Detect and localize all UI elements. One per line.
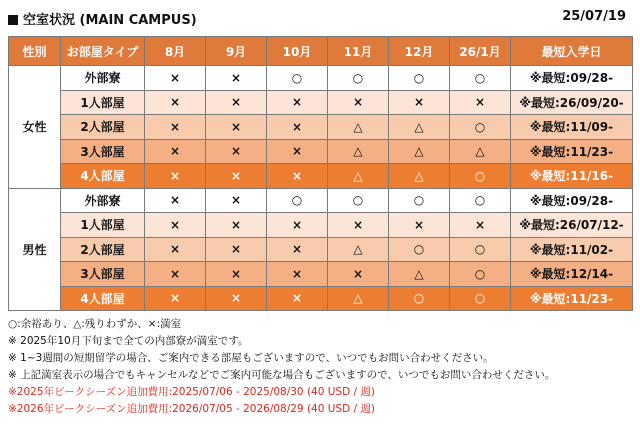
availability-cell: △ xyxy=(328,237,389,262)
earliest-start-cell: ※最短:09/28- xyxy=(511,66,633,91)
room-type-cell: 2人部屋 xyxy=(61,237,145,262)
availability-cell: △ xyxy=(328,115,389,140)
availability-cell: × xyxy=(267,286,328,311)
availability-cell: △ xyxy=(328,139,389,164)
room-type-cell: 3人部屋 xyxy=(61,139,145,164)
table-row xyxy=(9,286,633,311)
earliest-start-cell: ※最短:26/09/20- xyxy=(511,90,633,115)
room-type-cell: 4人部屋 xyxy=(61,286,145,311)
availability-cell: × xyxy=(206,139,267,164)
availability-cell: × xyxy=(206,90,267,115)
table-row xyxy=(9,90,633,115)
update-date: 25/07/19 xyxy=(562,9,626,24)
earliest-start-cell: ※最短:12/14- xyxy=(511,262,633,287)
table-row xyxy=(9,237,633,262)
col-header-month: 10月 xyxy=(267,37,328,66)
availability-cell: ○ xyxy=(450,164,511,189)
table-row xyxy=(9,262,633,287)
room-type-cell: 外部寮 xyxy=(61,66,145,91)
availability-cell: △ xyxy=(389,164,450,189)
availability-cell: × xyxy=(267,115,328,140)
peak-fee-note-2025: ※2025年ピークシーズン追加費用:2025/07/06 - 2025/08/30 (40 USD / 週) xyxy=(8,386,375,398)
availability-cell: ○ xyxy=(389,286,450,311)
col-header-month: 12月 xyxy=(389,37,450,66)
table-row xyxy=(9,66,633,91)
availability-cell: × xyxy=(267,139,328,164)
gender-cell: 男性 xyxy=(9,188,61,311)
availability-cell: ○ xyxy=(450,115,511,140)
availability-cell: × xyxy=(328,262,389,287)
square-bullet-icon xyxy=(8,15,18,25)
room-type-cell: 3人部屋 xyxy=(61,262,145,287)
availability-cell: ○ xyxy=(450,286,511,311)
earliest-start-cell: ※最短:11/09- xyxy=(511,115,633,140)
availability-cell: × xyxy=(389,213,450,238)
availability-cell: × xyxy=(206,115,267,140)
col-header-room-type: お部屋タイプ xyxy=(61,37,145,66)
availability-cell: × xyxy=(145,115,206,140)
table-row xyxy=(9,213,633,238)
table-row xyxy=(9,164,633,189)
room-type-cell: 外部寮 xyxy=(61,188,145,213)
col-header-month: 8月 xyxy=(145,37,206,66)
col-header-earliest-start: 最短入学日 xyxy=(511,37,633,66)
earliest-start-cell: ※最短:11/16- xyxy=(511,164,633,189)
header-bar xyxy=(8,9,632,27)
earliest-start-cell: ※最短:26/07/12- xyxy=(511,213,633,238)
availability-cell: ○ xyxy=(450,237,511,262)
availability-cell: × xyxy=(328,213,389,238)
table-row xyxy=(9,188,633,213)
peak-fee-note-2026: ※2026年ピークシーズン追加費用:2026/07/05 - 2026/08/29 (40 USD / 週) xyxy=(8,403,375,415)
availability-cell: × xyxy=(145,139,206,164)
availability-cell: × xyxy=(145,66,206,91)
availability-cell: × xyxy=(206,286,267,311)
availability-cell: △ xyxy=(328,286,389,311)
note-line: ※ 1~3週間の短期留学の場合、ご案内できる部屋もございますので、いつでもお問い合わせください。 xyxy=(8,352,494,364)
availability-cell: ○ xyxy=(389,188,450,213)
legend-note: ○:余裕あり、△:残りわずか、×:満室 xyxy=(8,318,182,330)
availability-cell: × xyxy=(206,164,267,189)
col-header-month: 26/1月 xyxy=(450,37,511,66)
page-title xyxy=(8,9,197,28)
availability-cell: ○ xyxy=(389,66,450,91)
availability-cell: × xyxy=(267,213,328,238)
availability-cell: △ xyxy=(450,139,511,164)
availability-cell: △ xyxy=(389,115,450,140)
availability-cell: × xyxy=(267,262,328,287)
availability-cell: ○ xyxy=(328,188,389,213)
availability-cell: × xyxy=(145,164,206,189)
earliest-start-cell: ※最短:11/23- xyxy=(511,139,633,164)
gender-cell: 女性 xyxy=(9,66,61,189)
availability-cell: × xyxy=(450,90,511,115)
room-type-cell: 2人部屋 xyxy=(61,115,145,140)
availability-cell: △ xyxy=(389,262,450,287)
availability-table xyxy=(8,36,633,311)
table-row xyxy=(9,115,633,140)
note-line: ※ 2025年10月下旬まで全ての内部寮が満室です。 xyxy=(8,335,249,347)
notes-section xyxy=(8,316,632,418)
availability-cell: × xyxy=(145,213,206,238)
availability-cell: × xyxy=(145,188,206,213)
table-row xyxy=(9,139,633,164)
availability-cell: × xyxy=(328,90,389,115)
earliest-start-cell: ※最短:09/28- xyxy=(511,188,633,213)
availability-cell: × xyxy=(145,262,206,287)
col-header-month: 9月 xyxy=(206,37,267,66)
availability-cell: × xyxy=(206,188,267,213)
col-header-month: 11月 xyxy=(328,37,389,66)
availability-cell: × xyxy=(145,90,206,115)
availability-cell: × xyxy=(267,90,328,115)
earliest-start-cell: ※最短:11/23- xyxy=(511,286,633,311)
availability-cell: × xyxy=(145,237,206,262)
availability-cell: ○ xyxy=(450,66,511,91)
page-title-text: 空室状況 (MAIN CAMPUS) xyxy=(23,13,197,28)
table-header-row xyxy=(9,37,633,66)
availability-cell: × xyxy=(450,213,511,238)
availability-cell: ○ xyxy=(450,262,511,287)
availability-cell: × xyxy=(206,66,267,91)
earliest-start-cell: ※最短:11/02- xyxy=(511,237,633,262)
availability-cell: × xyxy=(206,237,267,262)
availability-cell: × xyxy=(145,286,206,311)
room-type-cell: 4人部屋 xyxy=(61,164,145,189)
availability-cell: ○ xyxy=(328,66,389,91)
availability-cell: ○ xyxy=(267,66,328,91)
availability-cell: × xyxy=(389,90,450,115)
availability-cell: × xyxy=(267,164,328,189)
room-type-cell: 1人部屋 xyxy=(61,213,145,238)
availability-cell: ○ xyxy=(267,188,328,213)
availability-cell: △ xyxy=(328,164,389,189)
col-header-gender: 性別 xyxy=(9,37,61,66)
availability-cell: △ xyxy=(389,139,450,164)
note-line: ※ 上記満室表示の場合でもキャンセルなどでご案内可能な場合もございますので、いつでもお問い合わせください。 xyxy=(8,369,556,381)
availability-cell: × xyxy=(267,237,328,262)
availability-cell: × xyxy=(206,262,267,287)
availability-cell: × xyxy=(206,213,267,238)
availability-cell: ○ xyxy=(389,237,450,262)
availability-cell: ○ xyxy=(450,188,511,213)
room-type-cell: 1人部屋 xyxy=(61,90,145,115)
